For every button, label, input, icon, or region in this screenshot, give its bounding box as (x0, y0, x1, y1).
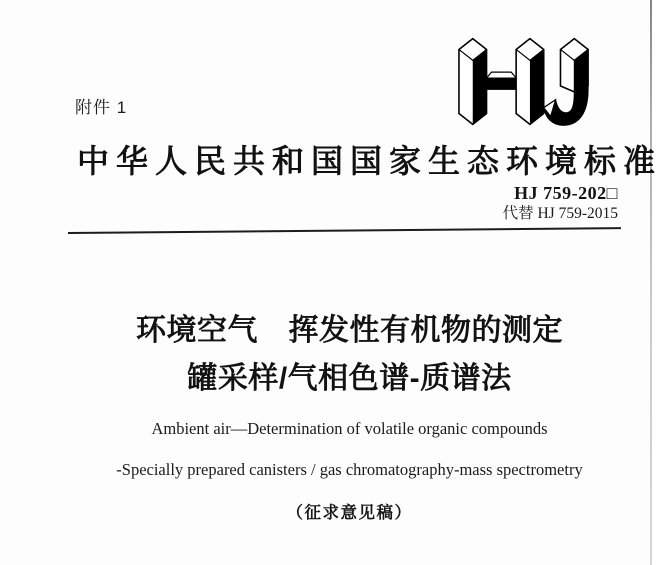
draft-for-comments-label: （征求意见稿） (286, 504, 413, 522)
attachment-label: 附件 1 (75, 98, 128, 117)
header-rule (68, 227, 621, 234)
hj-logo (456, 36, 594, 128)
national-standard-title: 中华人民共和国国家生态环境标准 (77, 143, 663, 179)
title-en-line2: -Specially prepared canisters / gas chromatography-mass spectrometry (116, 460, 583, 479)
standard-number: HJ 759-202□ (514, 183, 618, 203)
hj-logo-graphic (456, 36, 594, 128)
hj-logo-text (456, 128, 457, 129)
scan-page-edge-line (650, 0, 652, 565)
title-zh-line1: 环境空气 挥发性有机物的测定 (136, 314, 563, 347)
title-en-line1: Ambient air—Determination of volatile organic compounds (151, 419, 548, 438)
scan-edge-band (652, 0, 667, 565)
replaces-note: 代替 HJ 759-2015 (502, 205, 618, 222)
title-zh-line2: 罐采样/气相色谱-质谱法 (187, 362, 512, 395)
